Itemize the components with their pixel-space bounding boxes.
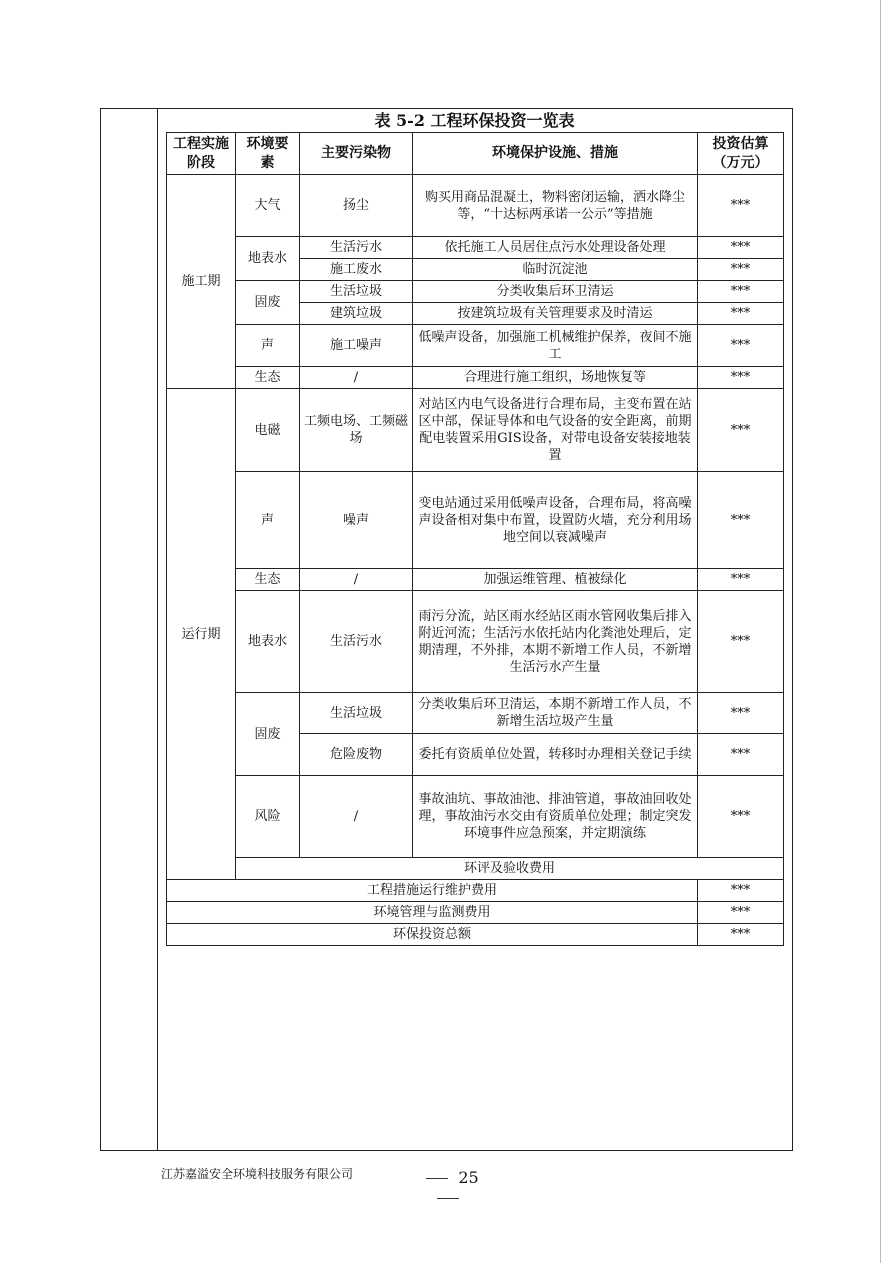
- table-row: [167, 776, 784, 858]
- footer-company: 江苏嘉溢安全环境科技服务有限公司: [161, 1167, 354, 1181]
- cell-measures: 低噪声设备，加强施工机械维护保养，夜间不施工: [413, 325, 698, 367]
- cell-element: 声: [236, 472, 300, 569]
- table-row: [167, 237, 784, 259]
- summary-row: [167, 924, 784, 946]
- cell-measures: 购买用商品混凝土，物料密闭运输，洒水降尘等，“十达标两承诺一公示”等措施: [413, 175, 698, 237]
- cell-pollutant: 扬尘: [300, 175, 413, 237]
- cell-pollutant: 生活污水: [300, 237, 413, 259]
- cell-cost: ***: [698, 389, 784, 472]
- cell-element: 电磁: [236, 389, 300, 472]
- cell-measures: 临时沉淀池: [413, 259, 698, 281]
- cell-element: 大气: [236, 175, 300, 237]
- cell-cost: ***: [698, 569, 784, 591]
- cell-measures: 变电站通过采用低噪声设备，合理布局，将高噪声设备相对集中布置，设置防火墙，充分利用场地空间以衰减噪声: [413, 472, 698, 569]
- table-row: [167, 175, 784, 237]
- table-row: [167, 281, 784, 303]
- cell-cost: ***: [698, 237, 784, 259]
- page-edge-line: [880, 0, 881, 1263]
- cell-pollutant: 施工噪声: [300, 325, 413, 367]
- stage-operation: 运行期: [167, 389, 236, 880]
- summary-cost: ***: [698, 924, 784, 946]
- page-number: 25: [458, 1168, 479, 1187]
- cell-measures: 合理进行施工组织，场地恢复等: [413, 367, 698, 389]
- cell-cost: ***: [698, 591, 784, 693]
- table-row: [167, 693, 784, 734]
- frame-divider: [157, 108, 158, 1151]
- cell-cost: ***: [698, 693, 784, 734]
- cell-pollutant: 生活垃圾: [300, 281, 413, 303]
- table-row: [167, 569, 784, 591]
- cell-pollutant: 噪声: [300, 472, 413, 569]
- summary-row: [167, 902, 784, 924]
- cell-measures: 事故油坑、事故油池、排油管道，事故油回收处理，事故油污水交由有资质单位处理；制定突发环境事件应急预案，并定期演练: [413, 776, 698, 858]
- table-title: 表 5-2 工程环保投资一览表: [374, 111, 575, 130]
- cell-cost: ***: [698, 259, 784, 281]
- cell-pollutant: 危险废物: [300, 734, 413, 776]
- cell-pollutant: /: [300, 569, 413, 591]
- cell-element: 固废: [236, 693, 300, 776]
- cell-pollutant: /: [300, 367, 413, 389]
- summary-label: 工程措施运行维护费用: [167, 880, 698, 902]
- cell-pollutant: 生活污水: [300, 591, 413, 693]
- cell-measures: 按建筑垃圾有关管理要求及时清运: [413, 303, 698, 325]
- cell-measures: 分类收集后环卫清运: [413, 281, 698, 303]
- summary-label: 环境管理与监测费用: [167, 902, 698, 924]
- page-number-block: [400, 1168, 495, 1208]
- cell-element: 生态: [236, 367, 300, 389]
- cell-pollutant: 建筑垃圾: [300, 303, 413, 325]
- table-row: [167, 389, 784, 472]
- cell-cost: ***: [698, 281, 784, 303]
- cell-cost: ***: [698, 325, 784, 367]
- cell-element: 风险: [236, 776, 300, 858]
- summary-cost: ***: [698, 902, 784, 924]
- cell-measures: 加强运维管理、植被绿化: [413, 569, 698, 591]
- cell-measures: 分类收集后环卫清运，本期不新增工作人员，不新增生活垃圾产生量: [413, 693, 698, 734]
- cell-cost: ***: [698, 175, 784, 237]
- cell-cost: ***: [698, 734, 784, 776]
- cell-measures: 对站区内电气设备进行合理布局，主变布置在站区中部，保证导体和电气设备的安全距离，前期配电装置采用GIS设备，对带电设备安装接地装置: [413, 389, 698, 472]
- cell-element: 地表水: [236, 591, 300, 693]
- header-row: [167, 133, 784, 175]
- dash-right: [437, 1198, 459, 1199]
- header-pollutant: 主要污染物: [300, 133, 413, 175]
- header-element: 环境要素: [236, 133, 300, 175]
- cell-measures: 委托有资质单位处置，转移时办理相关登记手续: [413, 734, 698, 776]
- cell-pollutant: 生活垃圾: [300, 693, 413, 734]
- cell-pollutant: 工频电场、工频磁场: [300, 389, 413, 472]
- summary-row: [167, 858, 784, 880]
- table-row: [167, 591, 784, 693]
- summary-label: 环评及验收费用: [236, 858, 784, 880]
- cell-cost: ***: [698, 472, 784, 569]
- summary-label: 环保投资总额: [167, 924, 698, 946]
- cell-cost: ***: [698, 367, 784, 389]
- dash-left: [426, 1178, 448, 1179]
- cell-measures: 依托施工人员居住点污水处理设备处理: [413, 237, 698, 259]
- cell-measures: 雨污分流，站区雨水经站区雨水管网收集后排入附近河流；生活污水依托站内化粪池处理后，定期清理，不外排，本期不新增工作人员，不新增生活污水产生量: [413, 591, 698, 693]
- cell-element: 生态: [236, 569, 300, 591]
- cell-pollutant: 施工废水: [300, 259, 413, 281]
- table-row: [167, 325, 784, 367]
- summary-cost: ***: [698, 880, 784, 902]
- cell-cost: ***: [698, 776, 784, 858]
- investment-table: [166, 132, 784, 946]
- summary-row: [167, 880, 784, 902]
- cell-element: 声: [236, 325, 300, 367]
- table-row: [167, 367, 784, 389]
- table-row: [167, 472, 784, 569]
- header-measures: 环境保护设施、措施: [413, 133, 698, 175]
- header-stage: 工程实施阶段: [167, 133, 236, 175]
- cell-cost: ***: [698, 303, 784, 325]
- cell-element: 地表水: [236, 237, 300, 281]
- stage-construction: 施工期: [167, 175, 236, 389]
- cell-pollutant: /: [300, 776, 413, 858]
- header-cost: 投资估算（万元）: [698, 133, 784, 175]
- cell-element: 固废: [236, 281, 300, 325]
